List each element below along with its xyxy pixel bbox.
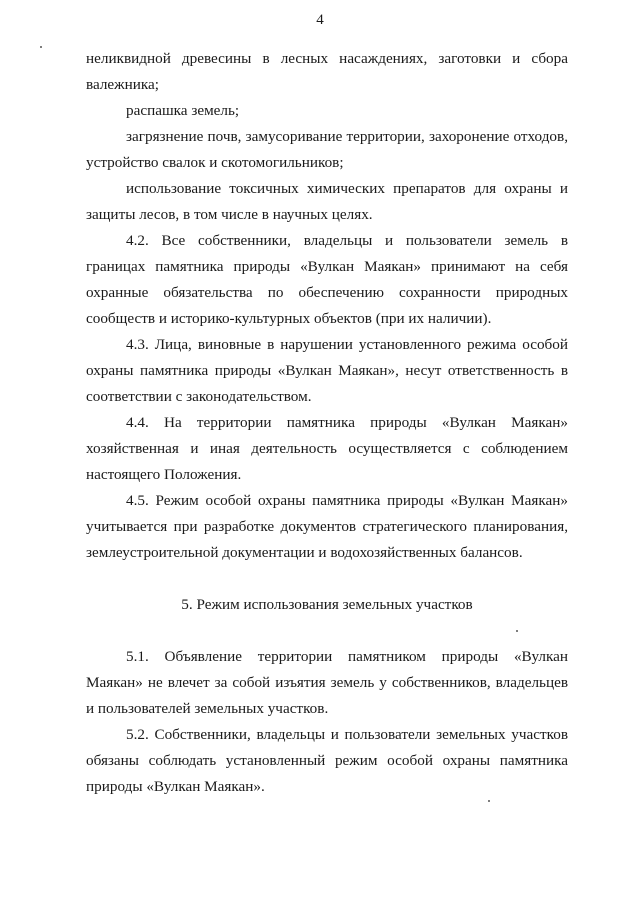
document-body: [86, 46, 568, 800]
paragraph-4-3: 4.3. Лица, виновные в нарушении установленного режима особой охраны памятника природы «Вулкан Маякан», несут ответственность в соответствии с законодательством.: [86, 336, 568, 405]
paragraph-list-item: распашка земель;: [126, 102, 240, 119]
page-number: 4: [316, 12, 324, 28]
paragraph-list-item: загрязнение почв, замусоривание территории, захоронение отходов, устройство свалок и скотомогильников;: [86, 128, 568, 171]
scan-speck: [40, 46, 42, 48]
paragraph-4-2: 4.2. Все собственники, владельцы и пользователи земель в границах памятника природы «Вулкан Маякан» принимают на себя охранные обязательства по обеспечению сохранности природных сообществ и историко-культурных объектов (при их наличии).: [86, 232, 568, 327]
paragraph-continuation: неликвидной древесины в лесных насаждениях, заготовки и сбора валежника;: [86, 50, 568, 93]
section-heading: 5. Режим использования земельных участков: [181, 596, 473, 613]
paragraph-5-2: 5.2. Собственники, владельцы и пользователи земельных участков обязаны соблюдать установленный режим особой охраны памятника природы «Вулкан Маякан».: [86, 726, 568, 795]
scan-speck: [516, 630, 518, 632]
scan-speck: [488, 800, 490, 802]
paragraph-list-item: использование токсичных химических препаратов для охраны и защиты лесов, в том числе в научных целях.: [86, 180, 568, 223]
spacer: [86, 618, 568, 644]
spacer: [86, 566, 568, 592]
paragraph-5-1: 5.1. Объявление территории памятником природы «Вулкан Маякан» не влечет за собой изъятия земель у собственников, владельцев и пользователей земельных участков.: [86, 648, 568, 717]
paragraph-4-4: 4.4. На территории памятника природы «Вулкан Маякан» хозяйственная и иная деятельность осуществляется с соблюдением настоящего Положения.: [86, 414, 568, 483]
paragraph-4-5: 4.5. Режим особой охраны памятника природы «Вулкан Маякан» учитывается при разработке документов стратегического планирования, землеустроительной документации и водохозяйственных балансов.: [86, 492, 568, 561]
